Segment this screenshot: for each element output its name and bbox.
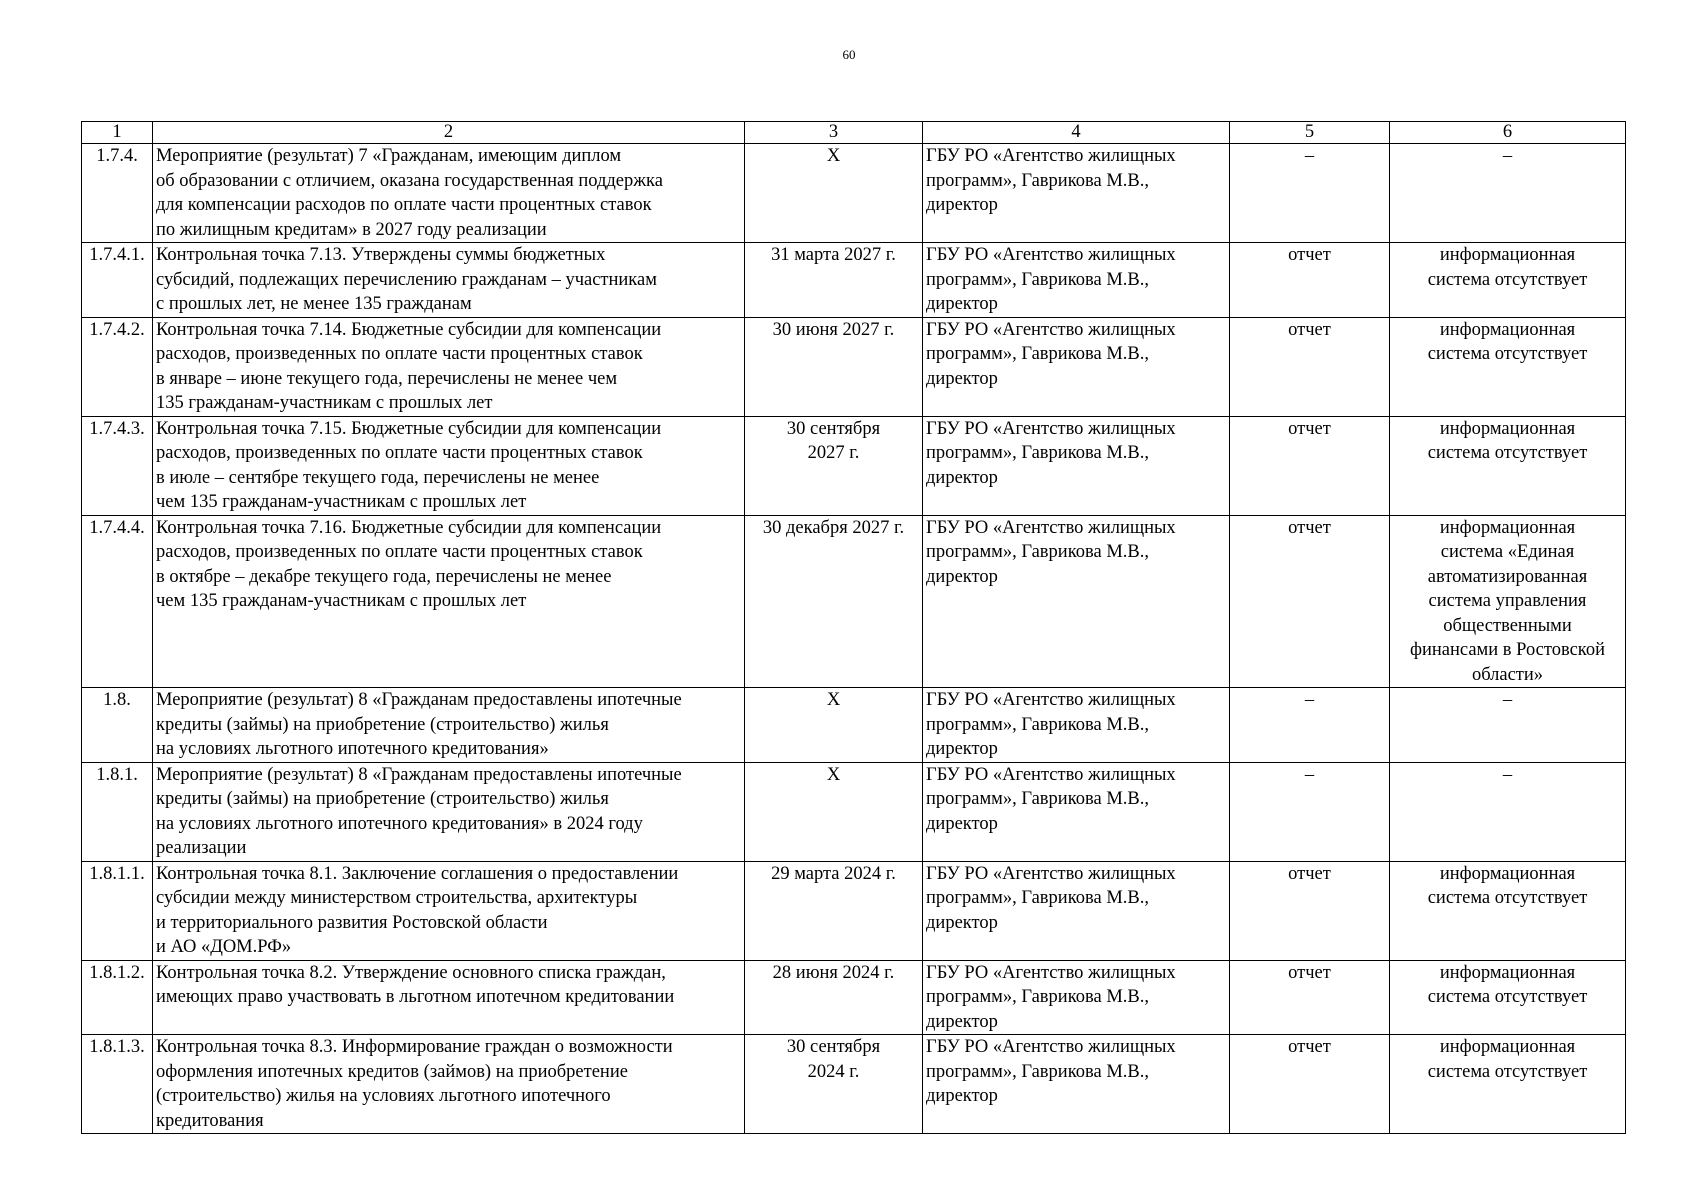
due-date (745, 144, 923, 243)
responsible-line: программ», Гаврикова М.В., (926, 170, 1149, 191)
due-date-line: 30 декабря 2027 г. (762, 517, 905, 538)
information-system-line: информационная (1439, 517, 1576, 538)
responsible (923, 688, 1230, 763)
due-date-line: 2027 г. (807, 443, 860, 463)
item-number: 1.7.4.4. (82, 515, 153, 688)
column-header: 6 (1390, 122, 1626, 144)
due-date-line: Х (826, 146, 841, 166)
information-system-line: информационная (1439, 245, 1576, 265)
due-date (745, 515, 923, 688)
information-system-line: информационная (1439, 863, 1576, 884)
item-name (153, 960, 745, 1035)
responsible-line: директор (926, 912, 998, 933)
table-header-row (82, 122, 1626, 144)
item-name-line: Мероприятие (результат) 7 «Гражданам, имеющим диплом (156, 146, 622, 166)
item-name-line: в октябре – декабре текущего года, перечислены не менее (156, 566, 612, 587)
responsible-line: директор (926, 294, 998, 314)
due-date-line: 30 сентября (786, 1037, 881, 1057)
item-name-line: Контрольная точка 8.3. Информирование граждан о возможности (156, 1037, 673, 1057)
information-system-line: – (1502, 764, 1513, 785)
responsible-line: ГБУ РО «Агентство жилищных (926, 146, 1176, 166)
item-name-line: Контрольная точка 7.13. Утверждены суммы бюджетных (156, 245, 606, 265)
information-system-line: система отсутствует (1427, 1061, 1588, 1082)
table-row (82, 243, 1626, 318)
item-name (153, 762, 745, 861)
due-date (745, 861, 923, 960)
item-name-line: для компенсации расходов по оплате части процентных ставок (156, 195, 652, 215)
responsible (923, 317, 1230, 416)
item-name-line: чем 135 гражданам-участникам с прошлых лет (156, 591, 527, 611)
item-number: 1.7.4.2. (82, 317, 153, 416)
information-system-line: финансами в Ростовской (1409, 640, 1606, 660)
item-name (153, 317, 745, 416)
item-name (153, 243, 745, 318)
column-header: 3 (745, 122, 923, 144)
item-name (153, 1035, 745, 1134)
information-system (1390, 688, 1626, 763)
responsible-line: директор (926, 467, 998, 488)
responsible-line: директор (926, 1011, 998, 1032)
responsible-line: программ», Гаврикова М.В., (926, 1061, 1149, 1082)
information-system (1390, 1035, 1626, 1134)
responsible-line: ГБУ РО «Агентство жилищных (926, 690, 1176, 710)
column-header: 1 (82, 122, 153, 144)
responsible (923, 960, 1230, 1035)
responsible (923, 144, 1230, 243)
item-name-line: Контрольная точка 7.16. Бюджетные субсидии для компенсации (156, 517, 662, 538)
responsible-line: программ», Гаврикова М.В., (926, 714, 1149, 735)
item-number: 1.8.1. (82, 762, 153, 861)
due-date (745, 416, 923, 515)
information-system-line: система отсутствует (1427, 269, 1588, 290)
document-type: отчет (1230, 416, 1390, 515)
responsible-line: программ», Гаврикова М.В., (926, 987, 1149, 1007)
item-number: 1.8.1.3. (82, 1035, 153, 1134)
document-type: отчет (1230, 243, 1390, 318)
item-name (153, 144, 745, 243)
item-number: 1.8. (82, 688, 153, 763)
responsible-line: ГБУ РО «Агентство жилищных (926, 962, 1176, 983)
item-name-line: Мероприятие (результат) 8 «Гражданам предоставлены ипотечные (156, 690, 682, 710)
document-type: – (1230, 688, 1390, 763)
document-type: – (1230, 144, 1390, 243)
due-date-line: 28 июня 2024 г. (772, 962, 895, 983)
item-number: 1.8.1.2. (82, 960, 153, 1035)
due-date (745, 688, 923, 763)
information-system-line: информационная (1439, 319, 1576, 340)
item-name-line: (строительство) жилья на условиях льготного ипотечного (156, 1086, 611, 1106)
due-date-line: 29 марта 2024 г. (771, 863, 896, 884)
item-name-line: субсидий, подлежащих перечислению гражданам – участникам (156, 269, 657, 290)
due-date-line: 31 марта 2027 г. (771, 245, 896, 265)
information-system-line: система отсутствует (1427, 888, 1588, 908)
item-number: 1.7.4.3. (82, 416, 153, 515)
page-number: 60 (842, 47, 856, 62)
information-system-line: информационная (1439, 1037, 1576, 1057)
item-name-line: кредиты (займы) на приобретение (строительство) жилья (156, 714, 609, 735)
responsible (923, 762, 1230, 861)
responsible (923, 243, 1230, 318)
table-row (82, 515, 1626, 688)
document-type: отчет (1230, 1035, 1390, 1134)
column-header: 2 (153, 122, 745, 144)
item-name-line: Контрольная точка 7.15. Бюджетные субсидии для компенсации (156, 418, 662, 439)
responsible-line: директор (926, 566, 998, 587)
information-system-line: система управления (1428, 591, 1587, 611)
information-system-line: области» (1471, 664, 1544, 685)
item-name-line: с прошлых лет, не менее 135 гражданам (156, 294, 472, 314)
due-date (745, 960, 923, 1035)
table-row (82, 960, 1626, 1035)
information-system-line: система отсутствует (1427, 443, 1588, 463)
table-row (82, 861, 1626, 960)
table-row (82, 416, 1626, 515)
information-system-line: автоматизированная (1427, 566, 1588, 587)
item-name-line: на условиях льготного ипотечного кредитования» в 2024 году (156, 813, 643, 834)
information-system (1390, 317, 1626, 416)
responsible-line: ГБУ РО «Агентство жилищных (926, 1037, 1176, 1057)
information-system-line: система «Единая (1440, 542, 1575, 562)
item-name-line: имеющих право участвовать в льготном ипотечном кредитовании (156, 987, 675, 1007)
responsible-line: директор (926, 195, 998, 215)
item-name-line: чем 135 гражданам-участникам с прошлых лет (156, 492, 527, 512)
information-system-line: – (1502, 146, 1513, 166)
responsible-line: ГБУ РО «Агентство жилищных (926, 863, 1176, 884)
item-name-line: Мероприятие (результат) 8 «Гражданам предоставлены ипотечные (156, 764, 682, 785)
item-name-line: кредиты (займы) на приобретение (строительство) жилья (156, 789, 609, 809)
information-system-line: система отсутствует (1427, 987, 1588, 1007)
responsible-line: программ», Гаврикова М.В., (926, 344, 1149, 364)
item-name (153, 416, 745, 515)
item-number: 1.7.4.1. (82, 243, 153, 318)
due-date-line: 30 июня 2027 г. (772, 319, 895, 340)
item-number: 1.7.4. (82, 144, 153, 243)
responsible-line: директор (926, 1086, 998, 1106)
item-name-line: об образовании с отличием, оказана государственная поддержка (156, 170, 663, 191)
responsible (923, 416, 1230, 515)
due-date-line: Х (826, 764, 841, 785)
responsible (923, 1035, 1230, 1134)
due-date-line: 30 сентября (786, 418, 881, 439)
due-date (745, 243, 923, 318)
due-date (745, 762, 923, 861)
information-system (1390, 144, 1626, 243)
information-system (1390, 861, 1626, 960)
item-name (153, 861, 745, 960)
information-system (1390, 960, 1626, 1035)
column-header: 4 (923, 122, 1230, 144)
item-name-line: в июле – сентябре текущего года, перечислены не менее (156, 467, 600, 488)
table-row (82, 762, 1626, 861)
responsible (923, 861, 1230, 960)
responsible-line: программ», Гаврикова М.В., (926, 443, 1149, 463)
item-name-line: и территориального развития Ростовской области (156, 912, 548, 933)
responsible-line: директор (926, 813, 998, 834)
item-name-line: на условиях льготного ипотечного кредитования» (156, 739, 549, 759)
item-name-line: кредитования (156, 1110, 264, 1131)
responsible-line: ГБУ РО «Агентство жилищных (926, 764, 1176, 785)
responsible-line: программ», Гаврикова М.В., (926, 888, 1149, 908)
item-name-line: реализации (156, 838, 247, 858)
item-name-line: расходов, произведенных по оплате части процентных ставок (156, 542, 643, 562)
item-name-line: Контрольная точка 7.14. Бюджетные субсидии для компенсации (156, 319, 662, 340)
responsible-line: ГБУ РО «Агентство жилищных (926, 319, 1176, 340)
item-name-line: субсидии между министерством строительства, архитектуры (156, 888, 638, 908)
document-type: отчет (1230, 861, 1390, 960)
information-system-line: общественными (1443, 615, 1572, 636)
document-type: отчет (1230, 317, 1390, 416)
document-type: отчет (1230, 515, 1390, 688)
information-system (1390, 515, 1626, 688)
due-date (745, 1035, 923, 1134)
information-system-line: информационная (1439, 962, 1576, 983)
control-points-table (81, 121, 1626, 1134)
item-name-line: расходов, произведенных по оплате части процентных ставок (156, 344, 643, 364)
item-name-line: Контрольная точка 8.2. Утверждение основного списка граждан, (156, 962, 666, 983)
information-system (1390, 243, 1626, 318)
due-date-line: 2024 г. (807, 1061, 860, 1082)
responsible-line: программ», Гаврикова М.В., (926, 789, 1149, 809)
responsible-line: ГБУ РО «Агентство жилищных (926, 245, 1176, 265)
responsible (923, 515, 1230, 688)
responsible-line: ГБУ РО «Агентство жилищных (926, 418, 1176, 439)
column-header: 5 (1230, 122, 1390, 144)
responsible-line: программ», Гаврикова М.В., (926, 269, 1149, 290)
item-name-line: и АО «ДОМ.РФ» (156, 937, 292, 957)
item-name-line: 135 гражданам-участникам с прошлых лет (156, 393, 493, 413)
responsible-line: ГБУ РО «Агентство жилищных (926, 517, 1176, 538)
document-type: – (1230, 762, 1390, 861)
table-row (82, 1035, 1626, 1134)
responsible-line: программ», Гаврикова М.В., (926, 542, 1149, 562)
item-name (153, 515, 745, 688)
item-number: 1.8.1.1. (82, 861, 153, 960)
information-system-line: информационная (1439, 418, 1576, 439)
table-row (82, 144, 1626, 243)
responsible-line: директор (926, 368, 998, 389)
information-system-line: система отсутствует (1427, 344, 1588, 364)
due-date (745, 317, 923, 416)
document-type: отчет (1230, 960, 1390, 1035)
information-system (1390, 416, 1626, 515)
table-row (82, 317, 1626, 416)
responsible-line: директор (926, 739, 998, 759)
item-name-line: по жилищным кредитам» в 2027 году реализации (156, 219, 547, 240)
item-name-line: в январе – июне текущего года, перечислены не менее чем (156, 368, 618, 389)
item-name-line: Контрольная точка 8.1. Заключение соглашения о предоставлении (156, 863, 679, 884)
information-system-line: – (1502, 690, 1513, 710)
due-date-line: Х (826, 690, 841, 710)
item-name-line: расходов, произведенных по оплате части процентных ставок (156, 443, 643, 463)
item-name (153, 688, 745, 763)
information-system (1390, 762, 1626, 861)
table-row (82, 688, 1626, 763)
item-name-line: оформления ипотечных кредитов (займов) на приобретение (156, 1061, 628, 1082)
